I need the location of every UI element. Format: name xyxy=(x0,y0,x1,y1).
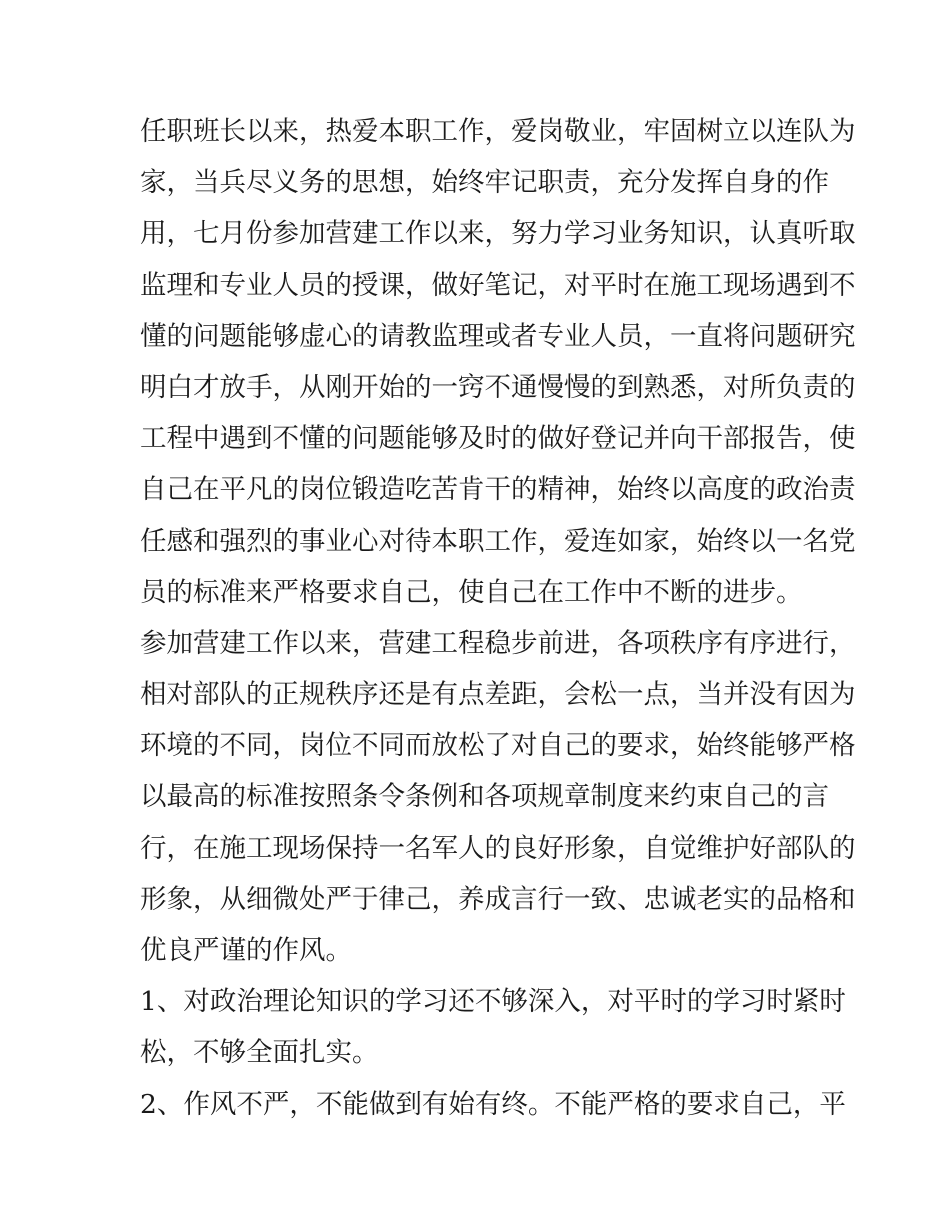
paragraph-line: 员的标准来严格要求自己，使自己在工作中不断的进步。 xyxy=(140,576,803,608)
document-body xyxy=(140,106,856,1130)
paragraph-line: 监理和专业人员的授课，做好笔记，对平时在施工现场遇到不 xyxy=(140,269,856,301)
paragraph-line: 自己在平凡的岗位锻造吃苦肯干的精神，始终以高度的政治责 xyxy=(140,474,856,506)
paragraph-2 xyxy=(140,618,856,976)
paragraph-line: 以最高的标准按照条令条例和各项规章制度来约束自己的言 xyxy=(140,781,829,813)
paragraph-line: 参加营建工作以来，营建工程稳步前进，各项秩序有序进行， xyxy=(140,627,856,659)
paragraph-line: 行，在施工现场保持一名军人的良好形象，自觉维护好部队的 xyxy=(140,832,856,864)
list-item-2 xyxy=(140,1079,846,1130)
paragraph-line: 任感和强烈的事业心对待本职工作，爱连如家，始终以一名党 xyxy=(140,525,856,557)
paragraph-line: 明白才放手，从刚开始的一窍不通慢慢的到熟悉，对所负责的 xyxy=(140,371,856,403)
paragraph-line: 工程中遇到不懂的问题能够及时的做好登记并向干部报告，使 xyxy=(140,423,856,455)
paragraph-1 xyxy=(140,106,856,618)
paragraph-line: 任职班长以来，热爱本职工作，爱岗敬业，牢固树立以连队为 xyxy=(140,116,856,147)
paragraph-line: 相对部队的正规秩序还是有点差距，会松一点，当并没有因为 xyxy=(140,679,856,711)
paragraph-line: 懂的问题能够虚心的请教监理或者专业人员，一直将问题研究 xyxy=(140,320,856,352)
list-item-line: 2、作风不严，不能做到有始有终。不能严格的要求自己，平 xyxy=(140,1088,846,1120)
paragraph-line: 优良严谨的作风。 xyxy=(140,935,352,966)
paragraph-line: 形象，从细微处严于律己，养成言行一致、忠诚老实的品格和 xyxy=(140,883,856,915)
list-item-line: 1、对政治理论知识的学习还不够深入，对平时的学习时紧时 xyxy=(140,986,846,1018)
list-item-1 xyxy=(140,976,846,1078)
paragraph-line: 用，七月份参加营建工作以来，努力学习业务知识，认真听取 xyxy=(140,218,856,250)
list-item-line: 松，不够全面扎实。 xyxy=(140,1037,379,1069)
paragraph-line: 家，当兵尽义务的思想，始终牢记职责，充分发挥自身的作 xyxy=(140,167,829,199)
paragraph-line: 环境的不同，岗位不同而放松了对自己的要求，始终能够严格 xyxy=(140,730,856,762)
